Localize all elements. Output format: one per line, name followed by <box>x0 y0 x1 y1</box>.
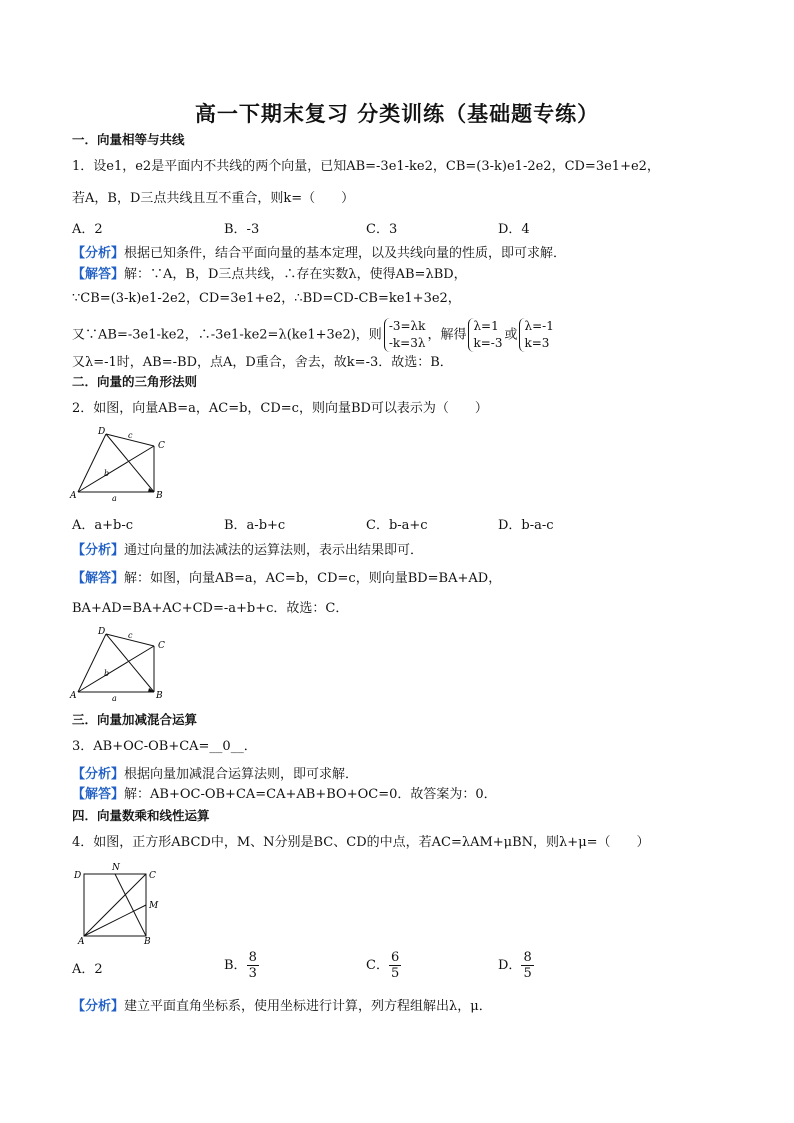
q2-figure-quadrilateral <box>68 424 178 504</box>
fraction-6-5: $\frac{6}{5}$ <box>390 950 400 981</box>
q4-analysis-text: 建立平面直角坐标系，使用坐标进行计算，列方程组解出λ，μ． <box>124 999 492 1014</box>
q4-option-d[interactable]: D． $\frac{8}{5}$ <box>498 950 532 981</box>
q2-solution-figure <box>68 624 178 704</box>
q3-analysis <box>72 766 358 784</box>
fraction-8-3: $\frac{8}{3}$ <box>248 950 257 981</box>
label-vec-a: a <box>112 494 117 503</box>
q1-sol3-text: 又∵AB=-3e1-ke2，∴-3e1-ke2=λ(ke1+3e2)，则 <box>72 327 382 343</box>
q2-option-c[interactable]: C．b-a+c <box>366 518 428 533</box>
label-vec-b: b <box>104 469 110 478</box>
q1-option-a[interactable]: A．2 <box>72 222 103 237</box>
analysis-tag: 【分析】 <box>72 543 125 558</box>
label-a: A <box>70 691 77 701</box>
label-d: D <box>98 627 106 637</box>
q2-sol1-text: 解：如图，向量AB=a，AC=b，CD=c，则向量BD=BA+AD， <box>124 571 502 586</box>
label-vec-a: a <box>112 694 117 703</box>
q4-analysis <box>72 998 492 1016</box>
q2-analysis <box>72 542 423 560</box>
solution-tag: 【解答】 <box>72 787 125 802</box>
analysis-tag: 【分析】 <box>72 246 125 261</box>
q2-solution-line2: BA+AD=BA+AC+CD=-a+b+c．故选：C． <box>72 601 349 616</box>
label-vec-c: c <box>128 631 133 640</box>
q1-stem-line1: 1．设e1，e2是平面内不共线的两个向量，已知AB=-3e1-ke2，CB=(3-k)e1-2e2，CD=3e1+e2， <box>72 159 660 174</box>
label-a: A <box>70 491 77 501</box>
q1-solution-line4: 又λ=-1时，AB=-BD，点A，D重合，舍去，故k=-3．故选：B． <box>72 355 453 370</box>
q2-option-d[interactable]: D．b-a-c <box>498 518 554 533</box>
analysis-tag: 【分析】 <box>72 767 125 782</box>
q2-solution-line1 <box>72 570 501 588</box>
q4-option-c[interactable]: C． $\frac{6}{5}$ <box>366 950 400 981</box>
section-heading-2: 二．向量的三角形法则 <box>72 374 198 389</box>
q4-option-b[interactable]: B． $\frac{8}{3}$ <box>224 950 257 981</box>
q1-sol1-text: 解：∵A，B，D三点共线，∴存在实数λ，使得AB=λBD， <box>124 267 467 282</box>
q4-option-a[interactable]: A．2 <box>72 962 103 977</box>
q4-stem: 4．如图，正方形ABCD中，M、N分别是BC、CD的中点，若AC=λAM+μBN，则λ+μ=（ ） <box>72 835 650 850</box>
analysis-tag: 【分析】 <box>72 999 125 1014</box>
label-vec-c: c <box>128 431 133 440</box>
solution-tag: 【解答】 <box>72 267 125 282</box>
page-title: 高一下期末复习 分类训练（基础题专练） <box>194 102 600 126</box>
label-b: B <box>144 937 151 944</box>
label-d: D <box>74 871 82 881</box>
q1-analysis <box>72 245 566 263</box>
q1-option-b[interactable]: B．-3 <box>224 222 260 237</box>
equation-system-3: λ=-1 k=3 <box>519 318 553 352</box>
q2-analysis-text: 通过向量的加法减法的运算法则，表示出结果即可． <box>124 543 424 558</box>
section-heading-1: 一．向量相等与共线 <box>72 132 185 147</box>
equation-system-1: -3=λk -k=3λ <box>384 318 426 352</box>
fraction-8-5: $\frac{8}{5}$ <box>523 950 532 981</box>
label-a: A <box>78 937 85 944</box>
label-b: B <box>156 691 163 701</box>
q2-option-a[interactable]: A．a+b-c <box>72 518 134 533</box>
q1-analysis-text: 根据已知条件，结合平面向量的基本定理，以及共线向量的性质，即可求解． <box>124 246 567 261</box>
q2-stem: 2．如图，向量AB=a，AC=b，CD=c，则向量BD可以表示为（ ） <box>72 401 488 416</box>
q2-option-b[interactable]: B．a-b+c <box>224 518 286 533</box>
q1-solution-line1 <box>72 266 467 284</box>
label-c: C <box>149 871 156 881</box>
q1-stem-line2: 若A，B，D三点共线且互不重合，则k=（ ） <box>72 191 355 206</box>
label-c: C <box>158 441 165 451</box>
label-d: D <box>98 427 106 437</box>
q1-option-c[interactable]: C．3 <box>366 222 398 237</box>
q1-option-d[interactable]: D．4 <box>498 222 530 237</box>
section-heading-4: 四．向量数乘和线性运算 <box>72 808 210 823</box>
q3-sol-text: 解：AB+OC-OB+CA=CA+AB+BO+OC=0．故答案为：0． <box>124 787 497 802</box>
q1-solution-line3: 又∵AB=-3e1-ke2，∴-3e1-ke2=λ(ke1+3e2)，则 -3=λk -k=3λ ，解得 λ=1 k=-3 或 λ=-1 k=3 <box>72 319 554 350</box>
label-b: B <box>156 491 163 501</box>
label-vec-b: b <box>104 669 110 678</box>
label-m: M <box>149 901 159 911</box>
solution-tag: 【解答】 <box>72 571 125 586</box>
q4-figure-square <box>72 860 162 944</box>
section-heading-3: 三．向量加减混合运算 <box>72 712 198 727</box>
q1-solution-line2: ∵CB=(3-k)e1-2e2，CD=3e1+e2，∴BD=CD-CB=ke1+3e2， <box>72 291 461 306</box>
equation-system-2: λ=1 k=-3 <box>468 318 502 352</box>
q3-analysis-text: 根据向量加减混合运算法则，即可求解． <box>124 767 359 782</box>
label-c: C <box>158 641 165 651</box>
label-n: N <box>112 863 120 873</box>
q3-stem: 3．AB+OC-OB+CA=__0__． <box>72 739 257 754</box>
q3-solution <box>72 786 497 804</box>
